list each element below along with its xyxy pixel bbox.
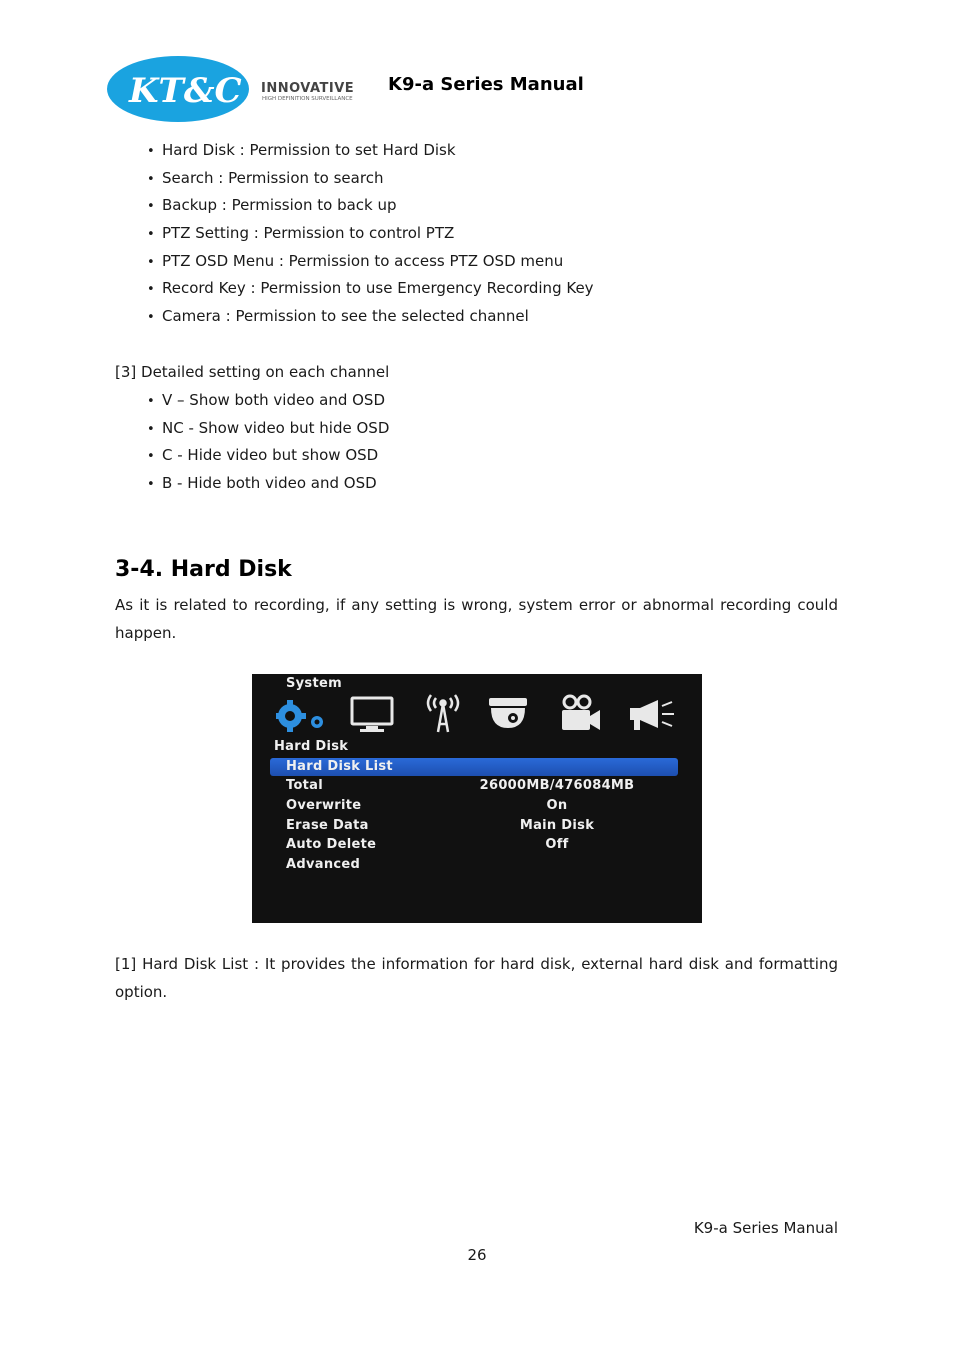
- osd-row-overwrite[interactable]: Overwrite: [286, 798, 362, 813]
- megaphone-icon: [630, 700, 674, 730]
- list-item: • Backup : Permission to back up: [147, 195, 594, 223]
- list-item: • B - Hide both video and OSD: [147, 473, 389, 501]
- osd-row-advanced[interactable]: Advanced: [286, 857, 361, 872]
- osd-value-total: 26000MB/476084MB: [479, 778, 635, 793]
- osd-row-auto-delete[interactable]: Auto Delete: [286, 837, 377, 852]
- section-title: 3-4. Hard Disk: [115, 557, 292, 582]
- list-item: • Hard Disk : Permission to set Hard Disk: [147, 140, 594, 168]
- osd-value-erase-data: Main Disk: [519, 818, 595, 833]
- video-camera-icon: [562, 696, 600, 730]
- osd-tab-system: System: [286, 676, 342, 691]
- list-item: • Record Key : Permission to use Emergency Recording Key: [147, 278, 594, 306]
- list-item: • Camera : Permission to see the selected channel: [147, 306, 594, 334]
- channel-option-list: [147, 390, 389, 501]
- monitor-icon: [352, 698, 392, 732]
- hard-disk-list-note: [1] Hard Disk List : It provides the information for hard disk, external hard disk and formatting option.: [115, 955, 838, 1001]
- header-title: K9-a Series Manual: [388, 74, 584, 95]
- dome-camera-icon: [489, 698, 527, 728]
- list-item: • NC - Show video but hide OSD: [147, 418, 389, 446]
- gear-icon: [276, 700, 323, 732]
- osd-icon-bar: [276, 692, 686, 736]
- osd-row-erase-data[interactable]: Erase Data: [286, 818, 369, 833]
- osd-row-hard-disk-list[interactable]: Hard Disk List: [286, 759, 393, 774]
- list-item: • Search : Permission to search: [147, 168, 594, 196]
- osd-row-total[interactable]: Total: [286, 778, 324, 793]
- list-item: • C - Hide video but show OSD: [147, 445, 389, 473]
- osd-screenshot: [252, 674, 702, 923]
- logo-text: KT&C: [129, 71, 242, 111]
- list-item: • PTZ Setting : Permission to control PTZ: [147, 223, 594, 251]
- osd-section-label: Hard Disk: [274, 739, 349, 754]
- logo-sub-1: INNOVATIVE: [261, 81, 355, 96]
- ktc-logo: [107, 55, 367, 125]
- detail-heading: [3] Detailed setting on each channel: [115, 363, 390, 381]
- antenna-icon: [428, 695, 458, 732]
- page-number: 26: [467, 1246, 487, 1264]
- permission-list: [147, 140, 594, 334]
- osd-value-overwrite: On: [546, 798, 568, 813]
- osd-value-auto-delete: Off: [545, 837, 569, 852]
- list-item: • V – Show both video and OSD: [147, 390, 389, 418]
- logo-sub-2: HIGH DEFINITION SURVEILLANCE: [262, 96, 353, 102]
- footer-title: K9-a Series Manual: [693, 1219, 838, 1237]
- list-item: • PTZ OSD Menu : Permission to access PTZ OSD menu: [147, 251, 594, 279]
- section-intro: As it is related to recording, if any setting is wrong, system error or abnormal recording could happen.: [115, 596, 838, 642]
